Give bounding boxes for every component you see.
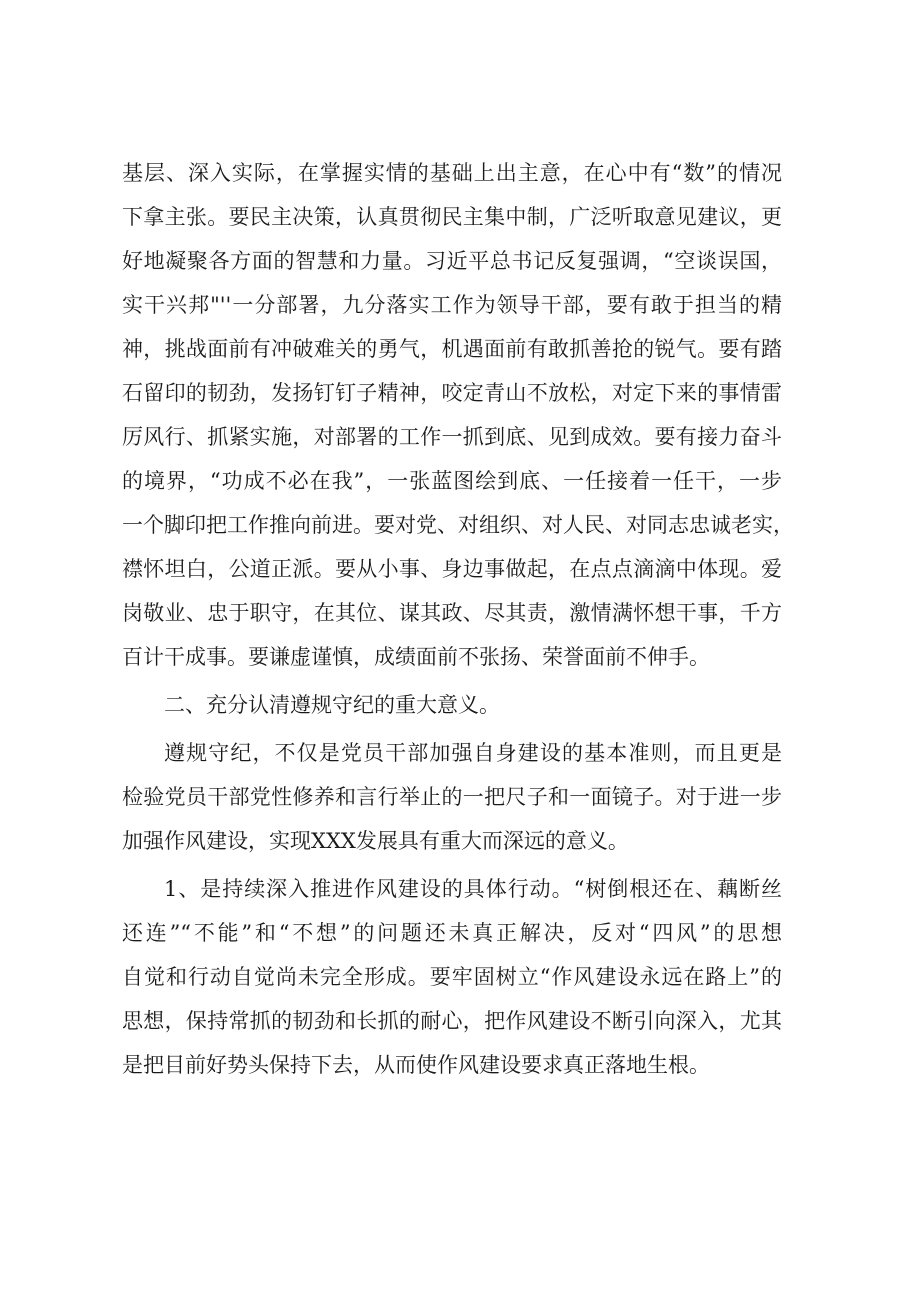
text-line: 好地凝聚各方面的智慧和力量。习近平总书记反复强调，“空谈误国， <box>122 249 782 273</box>
text-line: 遵规守纪，不仅是党员干部加强自身建设的基本准则，而且更是 <box>164 741 782 765</box>
paragraph-significance <box>122 731 782 863</box>
text-line: 思想，保持常抓的韧劲和长抓的耐心，把作风建设不断引向深入，尤其 <box>122 1009 782 1033</box>
text-line: 一个脚印把工作推向前进。要对党、对组织、对人民、对同志忠诚老实， <box>122 513 794 537</box>
text-line: 厉风行、抓紧实施，对部署的工作一抓到底、见到成效。要有接力奋斗 <box>122 425 782 449</box>
section-heading-two <box>122 683 782 727</box>
text-line: 襟怀坦白，公道正派。要从小事、身边事做起，在点点滴滴中体现。爱 <box>122 557 782 581</box>
text-line: 自觉和行动自觉尚未完全形成。要牢固树立“作风建设永远在路上”的 <box>122 965 782 989</box>
text-line: 还连”“不能”和“不想”的问题还未真正解决，反对“四风”的思想 <box>122 921 782 945</box>
text-line: 百计干成事。要谦虚谨慎，成绩面前不张扬、荣誉面前不伸手。 <box>122 645 710 669</box>
text-line: 1、是持续深入推进作风建设的具体行动。“树倒根还在、藕断丝 <box>164 877 782 901</box>
text-line: 基层、深入实际，在掌握实情的基础上出主意，在心中有“数”的情况 <box>122 161 782 185</box>
heading-line: 二、充分认清遵规守纪的重大意义。 <box>164 693 500 717</box>
text-line: 石留印的韧劲，发扬钉钉子精神，咬定青山不放松，对定下来的事情雷 <box>122 381 782 405</box>
text-line: 是把目前好势头保持下去，从而使作风建设要求真正落地生根。 <box>122 1053 710 1077</box>
text-line: 加强作风建设，实现XXX发展具有重大而深远的意义。 <box>122 829 629 853</box>
paragraph-leadership-requirements <box>122 151 794 679</box>
text-line: 的境界，“功成不必在我”，一张蓝图绘到底、一任接着一任干，一步 <box>122 469 782 493</box>
text-line: 检验党员干部党性修养和言行举止的一把尺子和一面镜子。对于进一步 <box>122 785 782 809</box>
text-line: 实干兴邦"''一分部署，九分落实工作为领导干部，要有敢于担当的精 <box>122 293 782 317</box>
paragraph-point-one <box>122 867 782 1087</box>
text-line: 岗敬业、忠于职守，在其位、谋其政、尽其责，激情满怀想干事，千方 <box>122 601 782 625</box>
document-body <box>122 151 794 1087</box>
text-line: 神，挑战面前有冲破难关的勇气，机遇面前有敢抓善抢的锐气。要有踏 <box>122 337 782 361</box>
text-line: 下拿主张。要民主决策，认真贯彻民主集中制，广泛听取意见建议，更 <box>122 205 782 229</box>
